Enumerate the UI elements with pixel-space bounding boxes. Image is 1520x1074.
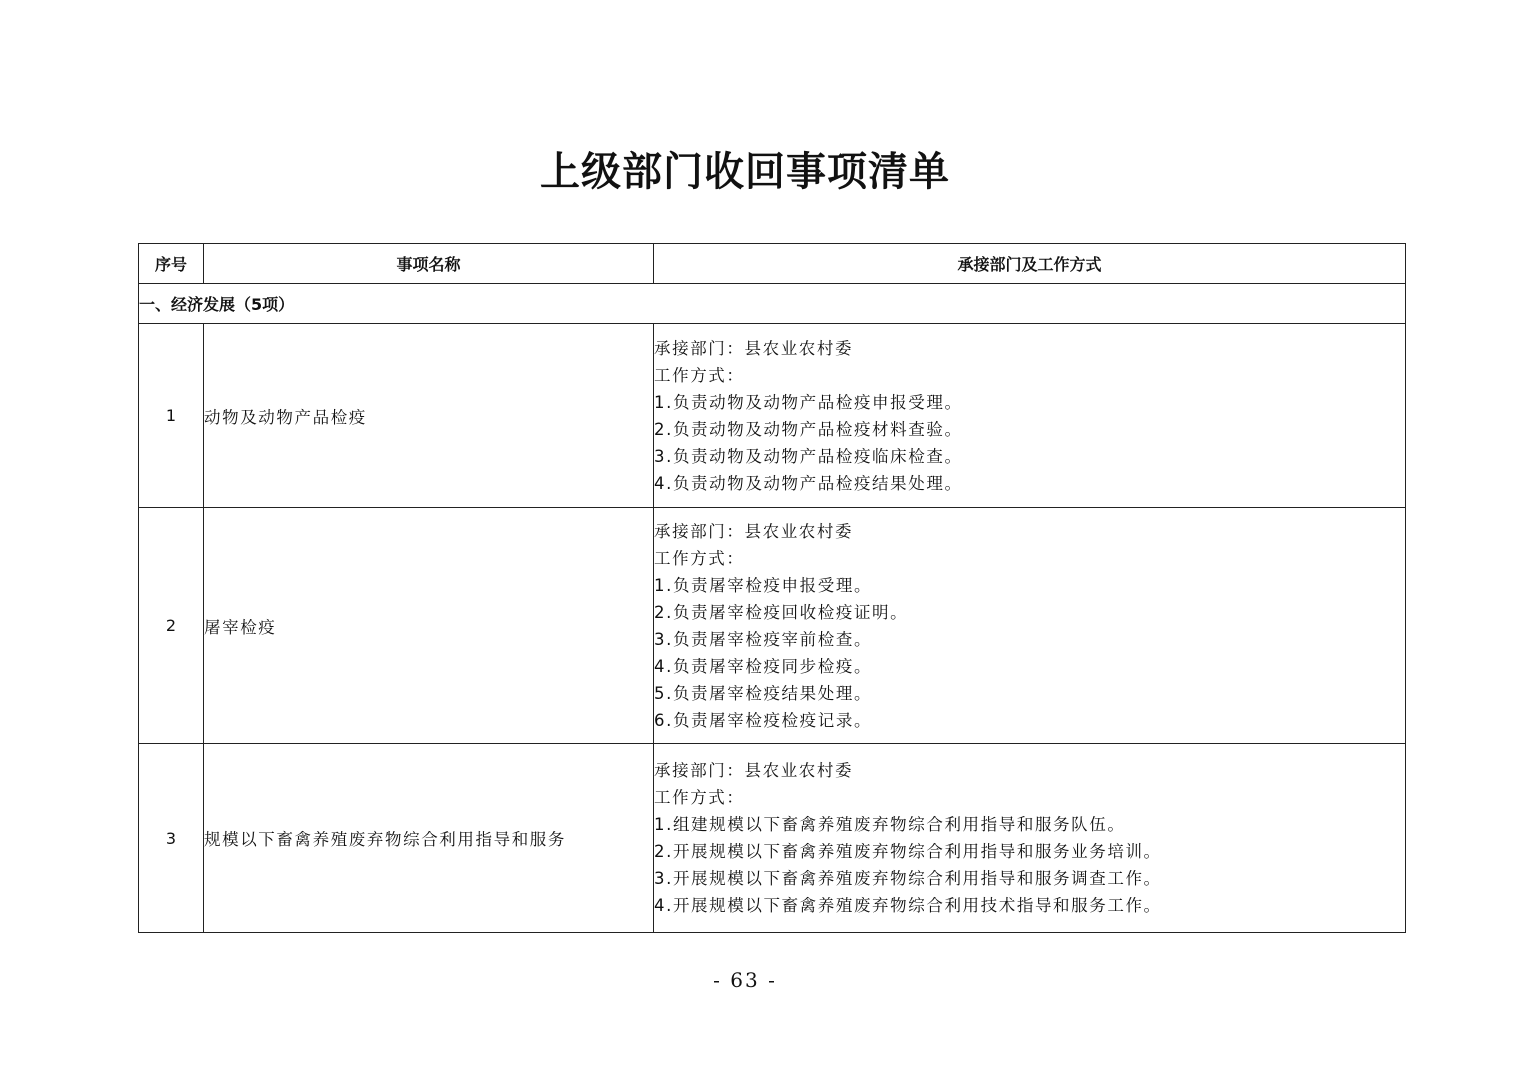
dept-line: 2.负责屠宰检疫回收检疫证明。 <box>654 602 909 622</box>
dept-line: 承接部门：县农业农村委 <box>654 761 854 780</box>
table-row <box>139 324 1406 508</box>
dept-line: 5.负责屠宰检疫结果处理。 <box>654 683 873 703</box>
row-name: 屠宰检疫 <box>204 508 654 744</box>
row-dept <box>654 324 1406 508</box>
document-title: 上级部门收回事项清单 <box>540 148 950 195</box>
matters-table <box>138 243 1406 933</box>
row-seq: 1 <box>139 324 204 508</box>
table-header-row <box>139 244 1406 284</box>
dept-line: 6.负责屠宰检疫检疫记录。 <box>654 710 873 730</box>
dept-line: 3.负责屠宰检疫宰前检查。 <box>654 629 873 649</box>
dept-line: 工作方式： <box>654 365 745 385</box>
dept-line: 2.负责动物及动物产品检疫材料查验。 <box>654 419 963 439</box>
header-seq: 序号 <box>139 244 204 284</box>
dept-line: 承接部门：县农业农村委 <box>654 338 854 358</box>
dept-line: 1.负责动物及动物产品检疫申报受理。 <box>654 392 963 412</box>
section-row <box>139 284 1406 324</box>
header-name: 事项名称 <box>204 244 654 284</box>
row-dept <box>654 508 1406 744</box>
header-dept: 承接部门及工作方式 <box>654 244 1406 284</box>
dept-line: 4.负责动物及动物产品检疫结果处理。 <box>654 473 963 493</box>
dept-line: 工作方式： <box>654 548 745 568</box>
page-number: - 63 - <box>713 968 777 992</box>
table-row <box>139 508 1406 744</box>
dept-line: 1.组建规模以下畜禽养殖废弃物综合利用指导和服务队伍。 <box>654 815 1126 834</box>
table-row <box>139 744 1406 933</box>
row-name: 动物及动物产品检疫 <box>204 324 654 508</box>
dept-line: 3.开展规模以下畜禽养殖废弃物综合利用指导和服务调查工作。 <box>654 869 1162 888</box>
dept-line: 2.开展规模以下畜禽养殖废弃物综合利用指导和服务业务培训。 <box>654 842 1162 861</box>
row-seq: 3 <box>139 744 204 933</box>
row-dept <box>654 744 1406 933</box>
row-seq: 2 <box>139 508 204 744</box>
section-title: 一、经济发展（5项） <box>139 284 1406 324</box>
dept-line: 3.负责动物及动物产品检疫临床检查。 <box>654 446 963 466</box>
row-name: 规模以下畜禽养殖废弃物综合利用指导和服务 <box>204 744 654 933</box>
dept-line: 工作方式： <box>654 788 745 807</box>
dept-line: 承接部门：县农业农村委 <box>654 521 854 541</box>
dept-line: 4.负责屠宰检疫同步检疫。 <box>654 656 873 676</box>
dept-line: 4.开展规模以下畜禽养殖废弃物综合利用技术指导和服务工作。 <box>654 896 1162 915</box>
dept-line: 1.负责屠宰检疫申报受理。 <box>654 575 873 595</box>
